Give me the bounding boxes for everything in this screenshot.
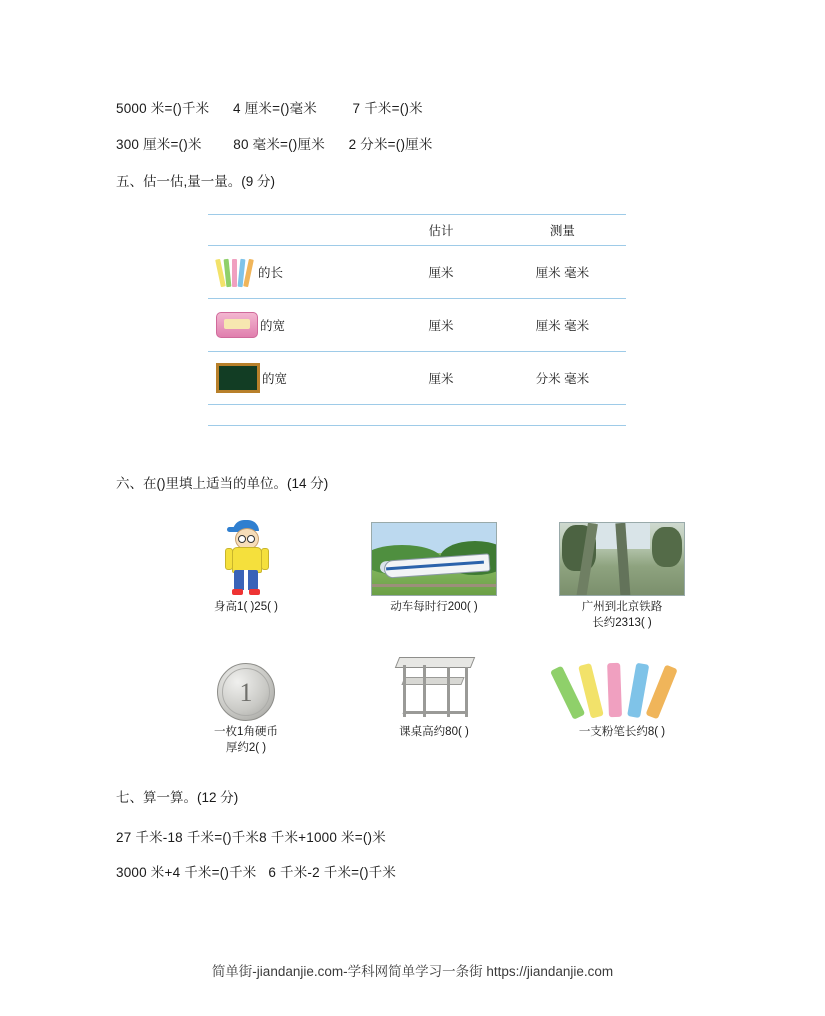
picture-row-1 bbox=[174, 520, 694, 631]
table-cell-measure: 厘米 毫米 bbox=[499, 246, 626, 299]
picture-item-chalk bbox=[550, 645, 694, 756]
conversion-row-2: 300 厘米=()米 80 毫米=()厘米 2 分米=()厘米 bbox=[116, 136, 433, 152]
railway-frame bbox=[550, 520, 694, 596]
table-cell-item bbox=[208, 352, 383, 405]
section-7-title: 七、算一算。(12 分) bbox=[116, 790, 239, 806]
desk-icon bbox=[391, 649, 477, 721]
table-header-item bbox=[208, 215, 383, 246]
boy-icon bbox=[220, 520, 272, 596]
table-item-label: 的宽 bbox=[262, 372, 288, 387]
pencil-case-icon bbox=[216, 312, 258, 338]
table-cell-measure: 分米 毫米 bbox=[499, 352, 626, 405]
table-cell-blank bbox=[499, 405, 626, 426]
chalk-frame bbox=[550, 645, 694, 721]
section-5-title: 五、估一估,量一量。(9 分) bbox=[116, 173, 276, 189]
table-row-blank bbox=[208, 405, 626, 426]
section-6-title: 六、在()里填上适当的单位。(14 分) bbox=[116, 476, 329, 492]
calc-row-2: 3000 米+4 千米=()千米 6 千米-2 千米=()千米 bbox=[116, 865, 397, 881]
picture-item-train bbox=[362, 520, 506, 631]
table-cell-item bbox=[208, 299, 383, 352]
picture-item-desk bbox=[362, 645, 506, 756]
blackboard-icon bbox=[216, 363, 260, 393]
picture-caption: 一支粉笔长约8( ) bbox=[578, 726, 666, 739]
picture-item-coin bbox=[174, 645, 318, 756]
conversion-row-1: 5000 米=()千米 4 厘米=()毫米 7 千米=()米 bbox=[116, 101, 423, 116]
table-header-row bbox=[208, 215, 626, 246]
coin-icon: 1 bbox=[217, 663, 275, 721]
table-row bbox=[208, 246, 626, 299]
picture-item-boy bbox=[174, 520, 318, 631]
boy-frame bbox=[174, 520, 318, 596]
table-cell-blank bbox=[208, 405, 383, 426]
worksheet-content bbox=[116, 100, 716, 900]
footer-watermark: 简单街-jiandanjie.com-学科网简单学习一条街 https://jiandanjie.com bbox=[211, 964, 614, 979]
table-cell-estimate: 厘米 bbox=[383, 299, 498, 352]
picture-caption: 广州到北京铁路 长约2313( ) bbox=[581, 601, 663, 629]
railway-photo-icon bbox=[559, 522, 685, 596]
picture-caption: 动车每时行200( ) bbox=[390, 601, 478, 614]
calc-row-1: 27 千米-18 千米=()千米8 千米+1000 米=()米 bbox=[116, 829, 386, 845]
table-item-label: 的长 bbox=[258, 266, 284, 281]
table-cell-blank bbox=[383, 405, 498, 426]
table-cell-estimate: 厘米 bbox=[383, 246, 498, 299]
chalks-icon bbox=[216, 255, 256, 289]
picture-caption: 课桌高约80( ) bbox=[399, 726, 469, 739]
unit-picture-grid bbox=[174, 520, 694, 756]
picture-caption: 一枚1角硬币 厚约2( ) bbox=[214, 726, 278, 754]
picture-item-railway bbox=[550, 520, 694, 631]
table-cell-measure: 厘米 毫米 bbox=[499, 299, 626, 352]
desk-frame bbox=[362, 645, 506, 721]
table-header-estimate: 估计 bbox=[383, 215, 498, 246]
table-item-label: 的宽 bbox=[260, 319, 286, 334]
train-frame bbox=[362, 520, 506, 596]
picture-row-2 bbox=[174, 645, 694, 756]
estimate-measure-table bbox=[208, 214, 626, 426]
coin-frame bbox=[174, 645, 318, 721]
train-photo-icon bbox=[371, 522, 497, 596]
table-cell-item bbox=[208, 246, 383, 299]
table-row bbox=[208, 352, 626, 405]
chalk-set-icon bbox=[567, 655, 677, 721]
table-header-measure: 测量 bbox=[499, 215, 626, 246]
picture-caption: 身高1( )25( ) bbox=[214, 601, 278, 614]
table-row bbox=[208, 299, 626, 352]
table-cell-estimate: 厘米 bbox=[383, 352, 498, 405]
